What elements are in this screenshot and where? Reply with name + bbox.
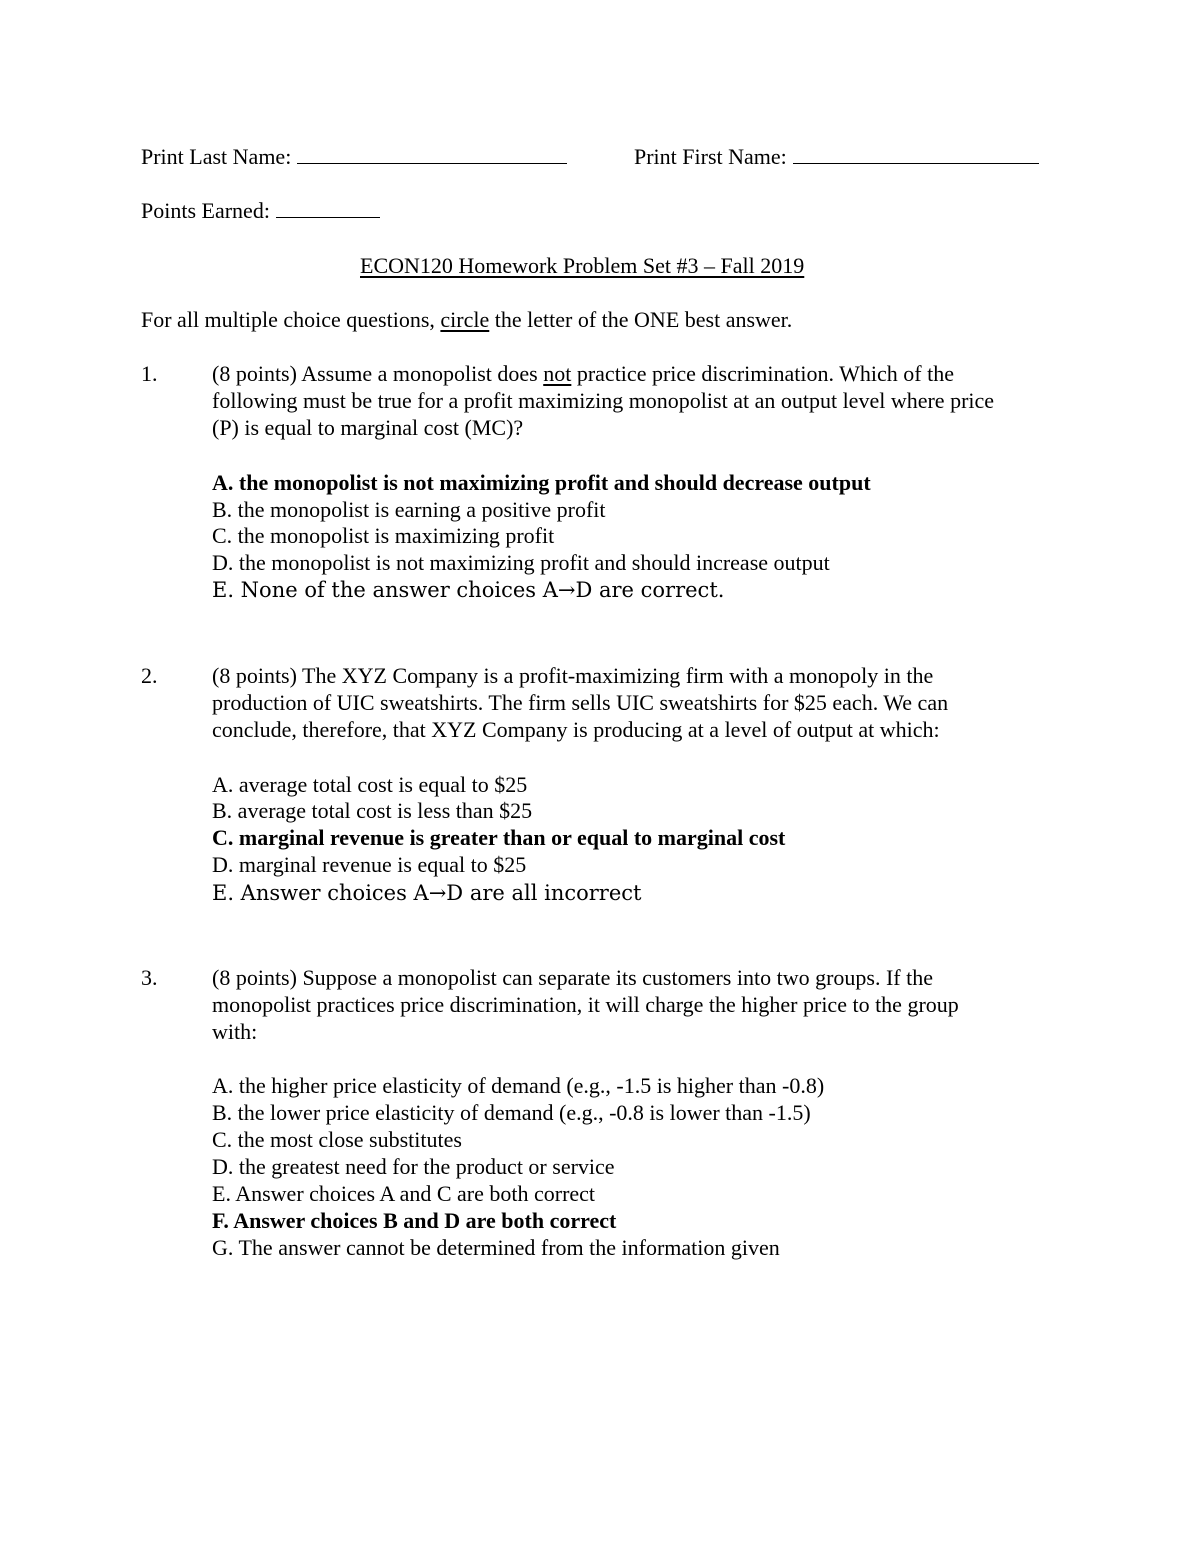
option-c[interactable]: C. the most close substitutes [212,1127,462,1152]
question-line: (P) is equal to marginal cost (MC)? [212,415,524,440]
option-b[interactable]: B. average total cost is less than $25 [212,798,533,823]
instructions [141,306,792,333]
option-d[interactable]: D. the greatest need for the product or service [212,1154,615,1179]
question-number: 3. [141,965,158,990]
question-line: conclude, therefore, that XYZ Company is producing at a level of output at which: [212,717,940,742]
first-name-row [634,143,1039,170]
instructions-underlined: circle [440,307,490,332]
option-c[interactable]: C. the monopolist is maximizing profit [212,523,555,548]
instructions-before: For all multiple choice questions, [141,307,435,332]
option-d[interactable]: D. the monopolist is not maximizing profit and should increase output [212,550,830,575]
question-line [212,360,954,387]
question-number: 2. [141,663,158,688]
option-f-correct[interactable]: F. Answer choices B and D are both correct [212,1208,617,1233]
question-number: 1. [141,361,158,386]
points-row [141,197,380,224]
option-e[interactable]: E. Answer choices A→D are all incorrect [212,881,642,905]
last-name-blank[interactable] [297,143,567,164]
option-c-correct[interactable]: C. marginal revenue is greater than or equal to marginal cost [212,825,786,850]
question-text: practice price discrimination. Which of the [571,361,954,386]
first-name-label: Print First Name: [634,144,787,169]
option-a[interactable]: A. the higher price elasticity of demand (e.g., -1.5 is higher than -0.8) [212,1073,825,1098]
last-name-label: Print Last Name: [141,144,292,169]
question-line: (8 points) The XYZ Company is a profit-maximizing firm with a monopoly in the [212,663,934,688]
page-title: ECON120 Homework Problem Set #3 – Fall 2019 [360,253,805,278]
option-a-correct[interactable]: A. the monopolist is not maximizing profit and should decrease output [212,470,871,495]
question-text: (8 points) Assume a monopolist does [212,361,544,386]
option-e[interactable]: E. Answer choices A and C are both correct [212,1181,596,1206]
option-g[interactable]: G. The answer cannot be determined from the information given [212,1235,780,1260]
question-line: production of UIC sweatshirts. The firm sells UIC sweatshirts for $25 each. We can [212,690,949,715]
option-d[interactable]: D. marginal revenue is equal to $25 [212,852,527,877]
option-b[interactable]: B. the lower price elasticity of demand (e.g., -0.8 is lower than -1.5) [212,1100,811,1125]
points-blank[interactable] [276,197,380,218]
question-text-emphasis: not [543,361,572,386]
option-a[interactable]: A. average total cost is equal to $25 [212,772,528,797]
points-label: Points Earned: [141,198,270,223]
instructions-after: the letter of the ONE best answer. [494,307,793,332]
question-line: following must be true for a profit maximizing monopolist at an output level where price [212,388,995,413]
question-line: monopolist practices price discrimination, it will charge the higher price to the group [212,992,959,1017]
option-e[interactable]: E. None of the answer choices A→D are correct. [212,578,725,602]
option-b[interactable]: B. the monopolist is earning a positive profit [212,497,606,522]
last-name-row [141,143,567,170]
question-line: with: [212,1019,258,1044]
question-line: (8 points) Suppose a monopolist can separate its customers into two groups. If the [212,965,933,990]
first-name-blank[interactable] [793,143,1039,164]
